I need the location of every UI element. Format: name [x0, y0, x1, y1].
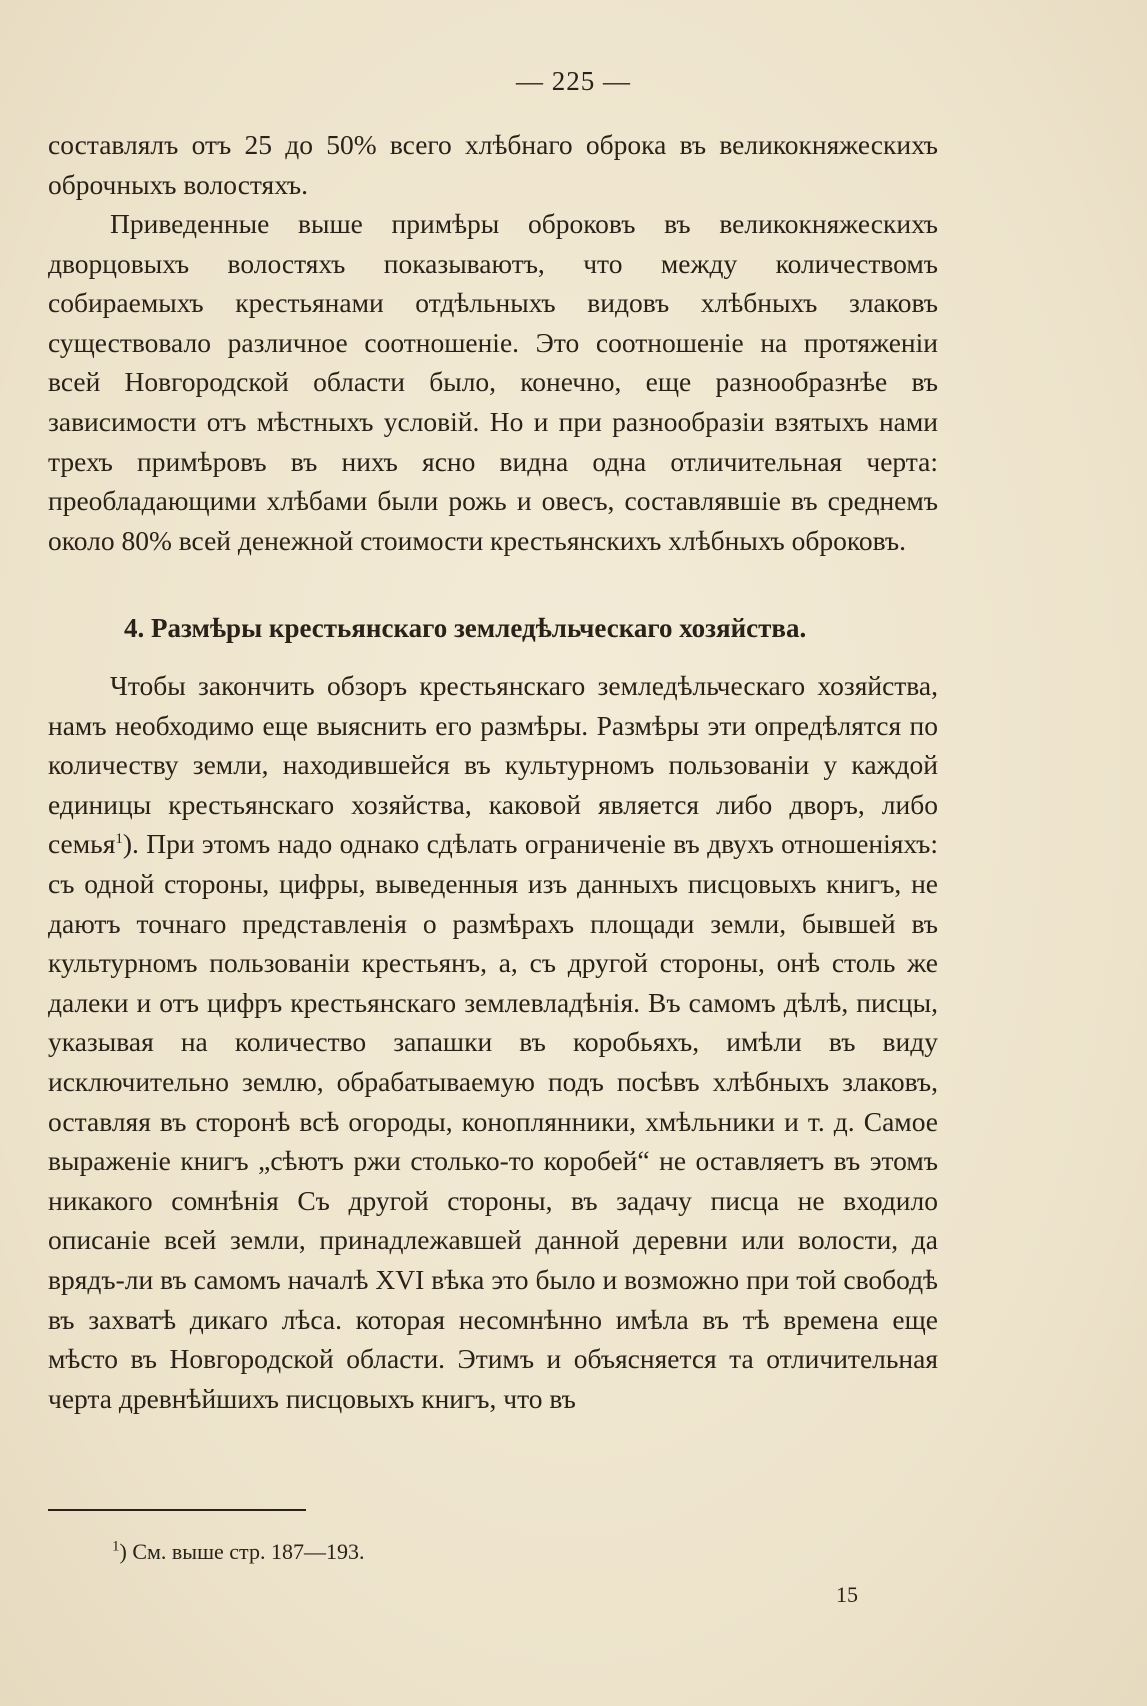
- section-heading: 4. Размѣры крестьянскаго земледѣльческаго хозяйства.: [124, 613, 807, 643]
- paragraph-text: составлялъ отъ 25 до 50% всего хлѣбнаго оброка въ великокняжескихъ оброчныхъ волостяхъ.: [48, 129, 938, 200]
- paragraph-text: ). При этомъ надо однако сдѣлать ограниченіе въ двухъ отношеніяхъ: съ одной стороны, цифры, выведенныя изъ данныхъ писцовыхъ книгъ, не даютъ точнаго представленія о размѣрахъ площади земли, бывшей въ культурномъ пользованіи крестьянъ, а, съ другой стороны, онѣ столь же далеки и отъ цифръ крестьянскаго землевладѣнія. Въ самомъ дѣлѣ, писцы, указывая на количество запашки въ коробьяхъ, имѣли въ виду исключительно землю, обрабатываемую подъ посѣвъ хлѣбныхъ злаковъ, оставляя въ сторонѣ всѣ огороды, коноплянники, хмѣльники и т. д. Самое выраженіе книгъ „сѣютъ ржи столько-то коробей“ не оставляетъ въ этомъ никакого сомнѣнія Съ другой стороны, въ задачу писца не входило описаніе всей земли, принадлежавшей данной деревни или волости, да врядъ-ли въ самомъ началѣ XVI вѣка это было и возможно при той свободѣ въ захватѣ дикаго лѣса. которая несомнѣнно имѣла въ тѣ времена еще мѣсто въ Новгородской области. Этимъ и объясняется та отличительная черта древнѣйшихъ писцовыхъ книгъ, что въ: [48, 828, 938, 1414]
- footnote: [112, 1537, 364, 1567]
- paragraph: [48, 204, 938, 560]
- signature-mark: 15: [836, 1582, 858, 1607]
- paragraph-text: Чтобы закончить обзоръ крестьянскаго земледѣльческаго хозяйства, намъ необходимо еще выяснить его размѣры. Размѣры эти опредѣлятся по количеству земли, находившейся въ культурномъ пользованіи у каждой единицы крестьянскаго хозяйства, каковой является либо дворъ, либо семья: [48, 670, 938, 860]
- paragraph-text: Приведенные выше примѣры оброковъ въ великокняжескихъ дворцовыхъ волостяхъ показываютъ, что между количествомъ собираемыхъ крестьянами отдѣльныхъ видовъ хлѣбныхъ злаковъ существовало различное соотношеніе. Это соотношеніе на протяженіи всей Новгородской области было, конечно, еще разнообразнѣе въ зависимости отъ мѣстныхъ условій. Но и при разнообразіи взятыхъ нами трехъ примѣровъ въ нихъ ясно видна одна отличительная черта: преобладающими хлѣбами были рожь и овесъ, составлявшіе въ среднемъ около 80% всей денежной стоимости крестьянскихъ хлѣбныхъ оброковъ.: [48, 208, 938, 556]
- paragraph-continuation: [48, 125, 938, 204]
- footnote-marker: 1: [112, 1538, 120, 1555]
- footnote-divider: [48, 1509, 306, 1511]
- paragraph: [48, 666, 938, 1418]
- footnote-text: ) См. выше стр. 187—193.: [119, 1539, 365, 1564]
- page-number: — 225 —: [516, 66, 631, 96]
- paragraph-body: [48, 666, 938, 1418]
- footnote-reference: 1: [115, 831, 123, 848]
